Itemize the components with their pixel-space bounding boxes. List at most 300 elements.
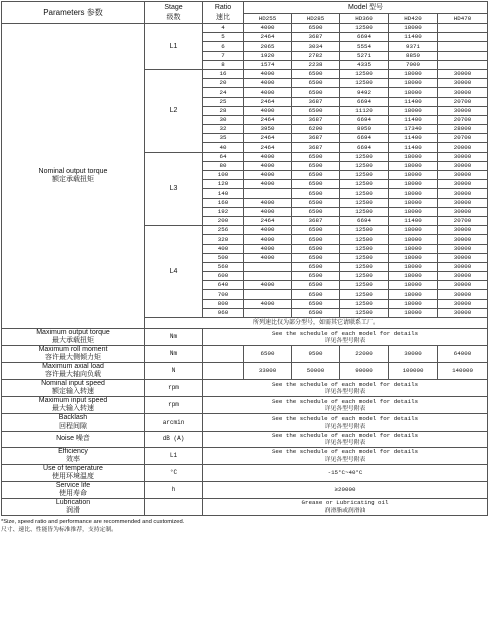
torque-value-cell: 2464 (244, 134, 292, 143)
torque-value-cell: 3034 (292, 42, 340, 51)
param-unit: rpm (145, 380, 203, 397)
torque-value-cell: 6500 (292, 281, 340, 290)
param-label-line: Use of temperature (43, 464, 103, 472)
ratio-cell: 25 (203, 97, 244, 106)
torque-value-cell: 6500 (292, 253, 340, 262)
torque-value-cell: 18000 (389, 88, 438, 97)
torque-value-cell: 3687 (292, 216, 340, 225)
torque-value-cell: 30000 (438, 272, 488, 281)
param-text-line: 详见各型号附表 (324, 388, 366, 396)
torque-value-cell: 6500 (292, 24, 340, 33)
param-unit (145, 498, 203, 515)
torque-label-line: 额定承载扭矩 (52, 176, 94, 183)
torque-value-cell: 12500 (340, 272, 389, 281)
ratio-cell: 32 (203, 125, 244, 134)
ratio-cell: 7 (203, 51, 244, 60)
torque-value-cell: 4000 (244, 106, 292, 115)
torque-value-cell: 6500 (292, 308, 340, 317)
torque-value-cell: 28000 (438, 125, 488, 134)
param-label (2, 447, 145, 464)
torque-value-cell: 18000 (389, 152, 438, 161)
param-value-cell: 9500 (292, 346, 340, 363)
param-text-line: -15°C~40°C (327, 469, 363, 476)
torque-value-cell: 30000 (438, 79, 488, 88)
torque-value-cell: 2464 (244, 216, 292, 225)
param-row (2, 380, 488, 397)
torque-value-cell: 6500 (292, 244, 340, 253)
torque-value-cell: 11400 (389, 115, 438, 124)
param-text (203, 431, 488, 447)
torque-value-cell: 4335 (340, 60, 389, 69)
ratio-cell: 320 (203, 235, 244, 244)
torque-value-cell: 18000 (389, 262, 438, 271)
ratio-cell: 800 (203, 299, 244, 308)
torque-value-cell (438, 33, 488, 42)
torque-value-cell: 8850 (389, 51, 438, 60)
param-text-line: See the schedule of each model for details (271, 329, 419, 337)
ratio-cell: 500 (203, 253, 244, 262)
torque-value-cell: 18000 (389, 308, 438, 317)
param-text-line: See the schedule of each model for details (271, 397, 419, 405)
torque-value-cell: 12500 (340, 69, 389, 78)
param-unit: dB (A) (145, 431, 203, 447)
torque-value-cell: 6500 (292, 290, 340, 299)
ratio-cell: 4 (203, 24, 244, 33)
torque-value-cell: 12500 (340, 281, 389, 290)
torque-value-cell: 12500 (340, 226, 389, 235)
param-unit: Nm (145, 346, 203, 363)
torque-label-line: Nominal output torque (38, 167, 108, 175)
torque-value-cell: 3687 (292, 97, 340, 106)
ratio-cell: 40 (203, 143, 244, 152)
param-row (2, 498, 488, 515)
torque-value-cell: 6694 (340, 33, 389, 42)
ratio-cell: 400 (203, 244, 244, 253)
torque-value-cell: 6694 (340, 115, 389, 124)
torque-value-cell: 18000 (389, 281, 438, 290)
spec-sheet (1, 1, 489, 535)
param-label (2, 431, 145, 447)
torque-value-cell: 18000 (389, 161, 438, 170)
param-label-line: 润滑 (66, 506, 80, 514)
param-text-line: 详见各型号附表 (324, 455, 366, 463)
param-text-line: 润滑脂或润滑油 (324, 506, 366, 514)
torque-value-cell: 30000 (438, 207, 488, 216)
param-text (203, 481, 488, 498)
torque-value-cell: 18000 (389, 189, 438, 198)
torque-value-cell: 11400 (389, 97, 438, 106)
torque-value-cell: 4000 (244, 152, 292, 161)
ratio-cell: 560 (203, 262, 244, 271)
param-label-line: Nominal input speed (41, 380, 105, 388)
ratio-cell: 8 (203, 60, 244, 69)
torque-value-cell: 7000 (389, 60, 438, 69)
torque-value-cell (438, 60, 488, 69)
torque-value-cell: 12500 (340, 299, 389, 308)
param-value-cell: 140000 (438, 363, 488, 380)
header-ratio (203, 2, 244, 24)
torque-value-cell: 6500 (292, 299, 340, 308)
torque-value-cell: 6500 (292, 235, 340, 244)
param-row (2, 447, 488, 464)
torque-value-cell: 6500 (292, 262, 340, 271)
torque-value-cell: 5554 (340, 42, 389, 51)
header-model-hd360: HD360 (340, 14, 389, 24)
torque-value-cell: 6500 (292, 189, 340, 198)
torque-value-cell: 30000 (438, 180, 488, 189)
torque-value-cell: 18000 (389, 253, 438, 262)
torque-value-cell: 2782 (292, 51, 340, 60)
torque-value-cell (244, 262, 292, 271)
ratio-cell: 256 (203, 226, 244, 235)
param-blank-cell (203, 363, 244, 380)
torque-value-cell: 6694 (340, 97, 389, 106)
torque-value-cell: 12500 (340, 244, 389, 253)
param-value-cell: 30000 (389, 346, 438, 363)
torque-value-cell: 4000 (244, 79, 292, 88)
spec-table (1, 1, 488, 516)
param-unit: °C (145, 464, 203, 481)
param-text-line: ≥20000 (334, 486, 356, 494)
torque-value-cell: 20700 (438, 97, 488, 106)
param-label-line: 使用环境温度 (52, 472, 94, 480)
torque-value-cell: 11400 (389, 143, 438, 152)
torque-value-cell: 18000 (389, 299, 438, 308)
param-text-line: See the schedule of each model for details (271, 448, 419, 456)
torque-value-cell: 4000 (244, 171, 292, 180)
param-text (203, 447, 488, 464)
torque-value-cell: 4000 (244, 244, 292, 253)
footnote (1, 518, 489, 535)
param-text-line: 详见各型号附表 (324, 439, 366, 447)
torque-value-cell: 6500 (292, 207, 340, 216)
param-label (2, 397, 145, 414)
param-row (2, 464, 488, 481)
torque-value-cell: 12500 (340, 198, 389, 207)
param-label-line: 使用寿命 (59, 489, 87, 497)
torque-value-cell: 30000 (438, 189, 488, 198)
param-unit: Nm (145, 329, 203, 346)
torque-value-cell (244, 308, 292, 317)
torque-value-cell: 30000 (438, 198, 488, 207)
param-text (203, 498, 488, 515)
torque-value-cell: 4000 (244, 198, 292, 207)
ratio-cell: 100 (203, 171, 244, 180)
torque-value-cell: 6290 (292, 125, 340, 134)
param-label (2, 329, 145, 346)
param-unit: L1 (145, 447, 203, 464)
torque-value-cell: 30000 (438, 281, 488, 290)
torque-value-cell: 3950 (244, 125, 292, 134)
header-model-hd285: HD285 (292, 14, 340, 24)
ratio-cell: 28 (203, 106, 244, 115)
ratio-cell: 192 (203, 207, 244, 216)
stage-cell: L2 (145, 69, 203, 152)
param-label-line: Maximum roll moment (38, 346, 108, 354)
param-text (203, 397, 488, 414)
param-row (2, 414, 488, 431)
torque-value-cell: 30000 (438, 290, 488, 299)
param-label-line: 回程间隙 (59, 422, 87, 430)
torque-value-cell: 4000 (244, 207, 292, 216)
torque-value-cell: 6694 (340, 134, 389, 143)
param-label (2, 481, 145, 498)
ratio-cell: 6 (203, 42, 244, 51)
torque-value-cell: 18000 (389, 207, 438, 216)
param-label-line: 额定输入转速 (52, 388, 94, 396)
stage-cell: L4 (145, 226, 203, 318)
torque-value-cell: 2065 (244, 42, 292, 51)
ratio-cell: 20 (203, 79, 244, 88)
torque-value-cell: 6500 (292, 226, 340, 235)
param-text (203, 380, 488, 397)
torque-value-cell: 3687 (292, 33, 340, 42)
torque-value-cell: 2238 (292, 60, 340, 69)
torque-value-cell: 2464 (244, 143, 292, 152)
param-label-line: Maximum axial load (42, 363, 104, 371)
torque-value-cell: 4000 (244, 299, 292, 308)
param-unit: h (145, 481, 203, 498)
torque-value-cell: 5271 (340, 51, 389, 60)
header-stage-en: Stage (164, 4, 183, 12)
param-value-cell: 50000 (292, 363, 340, 380)
torque-value-cell: 18000 (389, 272, 438, 281)
torque-value-cell: 4000 (244, 161, 292, 170)
torque-value-cell (244, 272, 292, 281)
torque-value-cell: 12500 (340, 290, 389, 299)
torque-value-cell: 9371 (389, 42, 438, 51)
torque-value-cell: 4000 (244, 24, 292, 33)
torque-value-cell (244, 290, 292, 299)
header-ratio-en: Ratio (214, 4, 232, 12)
param-row (2, 481, 488, 498)
torque-value-cell: 11120 (340, 106, 389, 115)
param-text-line: 详见各型号附表 (324, 405, 366, 413)
footnote-zh: 尺寸、速比、性能皆为标准推荐，支持定制。 (1, 527, 117, 534)
param-label (2, 464, 145, 481)
ratio-cell: 600 (203, 272, 244, 281)
header-model-hd470: HD470 (438, 14, 488, 24)
torque-value-cell: 8950 (340, 125, 389, 134)
param-label (2, 346, 145, 363)
param-text-line: 详见各型号附表 (324, 337, 366, 345)
torque-value-cell: 12500 (340, 171, 389, 180)
torque-value-cell: 30000 (438, 88, 488, 97)
torque-value-cell: 12500 (340, 180, 389, 189)
header-model-hd255: HD255 (244, 14, 292, 24)
torque-value-cell: 18000 (389, 106, 438, 115)
torque-value-cell: 6500 (292, 272, 340, 281)
torque-value-cell: 18000 (389, 226, 438, 235)
param-label-line: Lubrication (55, 498, 91, 506)
param-text-line: See the schedule of each model for details (271, 380, 419, 388)
torque-value-cell: 3687 (292, 143, 340, 152)
torque-value-cell: 4000 (244, 253, 292, 262)
param-text-line: See the schedule of each model for details (271, 414, 419, 422)
ratio-cell: 640 (203, 281, 244, 290)
torque-value-cell: 18000 (389, 235, 438, 244)
ratio-cell: 5 (203, 33, 244, 42)
param-value-cell: 6500 (244, 346, 292, 363)
torque-value-cell: 6694 (340, 143, 389, 152)
param-text-line: Grease or Lubricating oil (301, 499, 389, 507)
param-label-line: 最大输入转速 (52, 405, 94, 413)
param-row (2, 397, 488, 414)
param-text-line: 详见各型号附表 (324, 422, 366, 430)
torque-value-cell: 6694 (340, 216, 389, 225)
param-label-line: 容许最大轴向负载 (45, 371, 101, 379)
torque-value-cell: 9492 (340, 88, 389, 97)
torque-value-cell: 11400 (389, 33, 438, 42)
torque-value-cell: 30000 (438, 244, 488, 253)
torque-value-cell: 12500 (340, 207, 389, 216)
ratio-note: 所列速比仅为部分型号，如需其它请联系工厂。 (145, 318, 488, 329)
stage-cell: L1 (145, 24, 203, 70)
torque-value-cell: 3687 (292, 115, 340, 124)
torque-value-cell: 12500 (340, 253, 389, 262)
param-label-line: 最大承载扭矩 (52, 337, 94, 345)
torque-value-cell: 11400 (389, 134, 438, 143)
param-label (2, 414, 145, 431)
ratio-cell: 700 (203, 290, 244, 299)
torque-value-cell: 6500 (292, 69, 340, 78)
param-value-cell: 33000 (244, 363, 292, 380)
torque-value-cell: 12500 (340, 308, 389, 317)
header-parameters: Parameters 参数 (2, 2, 145, 24)
param-label-line: Service life (55, 481, 91, 489)
param-label (2, 363, 145, 380)
param-label (2, 380, 145, 397)
torque-value-cell: 30000 (438, 308, 488, 317)
torque-value-cell: 20700 (438, 134, 488, 143)
torque-value-cell: 18000 (389, 180, 438, 189)
param-label-line: 效率 (66, 455, 80, 463)
param-label-line: Efficiency (58, 447, 88, 455)
param-text-line: See the schedule of each model for details (271, 431, 419, 439)
torque-value-cell: 30000 (438, 226, 488, 235)
torque-value-cell: 12500 (340, 262, 389, 271)
torque-value-cell: 2464 (244, 115, 292, 124)
torque-value-cell: 30000 (438, 106, 488, 115)
torque-value-cell: 6500 (292, 88, 340, 97)
torque-value-cell: 3687 (292, 134, 340, 143)
torque-value-cell: 4000 (244, 226, 292, 235)
torque-value-cell: 1920 (244, 51, 292, 60)
torque-value-cell: 12500 (340, 161, 389, 170)
param-value-cell: 64000 (438, 346, 488, 363)
torque-value-cell: 20700 (438, 115, 488, 124)
torque-value-cell: 30000 (438, 253, 488, 262)
header-model: Model 型号 (244, 2, 488, 14)
stage-cell: L3 (145, 152, 203, 226)
torque-value-cell: 18000 (389, 79, 438, 88)
param-label-line: Maximum output torque (36, 329, 110, 336)
torque-value-cell (244, 189, 292, 198)
ratio-cell: 16 (203, 69, 244, 78)
torque-value-cell: 30000 (438, 152, 488, 161)
param-blank-cell (203, 346, 244, 363)
param-unit: rpm (145, 397, 203, 414)
ratio-cell: 120 (203, 180, 244, 189)
torque-value-cell: 4000 (244, 281, 292, 290)
torque-value-cell: 2464 (244, 97, 292, 106)
ratio-cell: 30 (203, 115, 244, 124)
ratio-cell: 160 (203, 198, 244, 207)
torque-value-cell: 6500 (292, 106, 340, 115)
torque-value-cell: 30000 (438, 262, 488, 271)
param-value-cell: 100000 (389, 363, 438, 380)
torque-value-cell: 20000 (438, 143, 488, 152)
torque-value-cell (438, 42, 488, 51)
param-row (2, 363, 488, 380)
torque-value-cell: 30000 (438, 161, 488, 170)
param-value-cell: 22000 (340, 346, 389, 363)
torque-value-cell: 12500 (340, 79, 389, 88)
param-unit: arcmin (145, 414, 203, 431)
torque-value-cell: 18000 (389, 244, 438, 253)
ratio-cell: 960 (203, 308, 244, 317)
torque-value-cell: 11400 (389, 216, 438, 225)
param-label-line: 容许最大侧倾力矩 (45, 354, 101, 362)
param-text (203, 464, 488, 481)
torque-value-cell: 6500 (292, 161, 340, 170)
torque-value-cell: 20700 (438, 216, 488, 225)
torque-value-cell: 30000 (438, 69, 488, 78)
torque-value-cell: 4000 (244, 69, 292, 78)
torque-value-cell: 6500 (292, 171, 340, 180)
ratio-cell: 200 (203, 216, 244, 225)
param-row (2, 431, 488, 447)
torque-value-cell (438, 24, 488, 33)
torque-value-cell: 18000 (389, 69, 438, 78)
torque-value-cell: 12500 (340, 235, 389, 244)
torque-value-cell: 1574 (244, 60, 292, 69)
torque-value-cell: 6500 (292, 198, 340, 207)
torque-value-cell: 18000 (389, 290, 438, 299)
ratio-cell: 140 (203, 189, 244, 198)
torque-value-cell: 30000 (438, 235, 488, 244)
ratio-cell: 80 (203, 161, 244, 170)
param-label-line: Noise 噪音 (56, 435, 90, 443)
torque-label (2, 24, 145, 329)
header-model-hd420: HD420 (389, 14, 438, 24)
torque-value-cell: 17340 (389, 125, 438, 134)
torque-value-cell: 18000 (389, 198, 438, 207)
param-label (2, 498, 145, 515)
torque-value-cell: 2464 (244, 33, 292, 42)
param-label-line: Backlash (58, 414, 88, 422)
torque-value-cell: 30000 (438, 171, 488, 180)
ratio-cell: 24 (203, 88, 244, 97)
param-row (2, 329, 488, 346)
torque-value-cell: 18000 (389, 171, 438, 180)
ratio-cell: 35 (203, 134, 244, 143)
header-stage-zh: 级数 (166, 13, 181, 21)
torque-value-cell: 30000 (438, 299, 488, 308)
torque-value-cell: 12500 (340, 152, 389, 161)
header-ratio-zh: 速比 (216, 13, 230, 21)
torque-row (2, 24, 488, 33)
footnote-en: *Size, speed ratio and performance are recommended and customized. (1, 519, 185, 525)
torque-value-cell: 12500 (340, 24, 389, 33)
param-unit: N (145, 363, 203, 380)
param-text (203, 414, 488, 431)
torque-value-cell: 4000 (244, 180, 292, 189)
param-text (203, 329, 488, 346)
torque-value-cell: 12500 (340, 189, 389, 198)
param-row (2, 346, 488, 363)
header-stage (145, 2, 203, 24)
